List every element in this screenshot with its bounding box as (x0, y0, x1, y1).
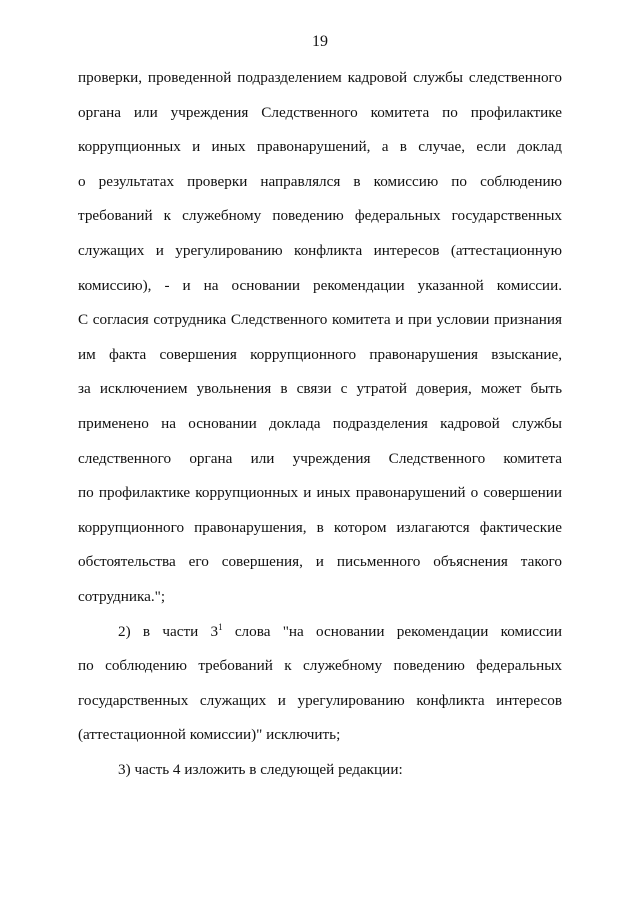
paragraph-line: применено на основании доклада подразделения кадровой службы (78, 414, 562, 432)
item-3-line: 3) часть 4 изложить в следующей редакции: (118, 760, 403, 778)
item-2-text-end: слова "на основании рекомендации комиссии (222, 622, 562, 640)
paragraph-line: о результатах проверки направлялся в комиссию по соблюдению (78, 172, 562, 190)
paragraph-line: сотрудника."; (78, 587, 166, 605)
superscript-mark: 1 (218, 622, 223, 632)
paragraph-line: С согласия сотрудника Следственного комитета и при условии признания (78, 311, 562, 329)
paragraph-line: комиссию), - и на основании рекомендации указанной комиссии. (78, 276, 562, 294)
paragraph-line: проверки, проведенной подразделением кадровой службы следственного (78, 69, 562, 86)
paragraph-line: (аттестационной комиссии)" исключить; (78, 726, 341, 744)
paragraph-line: по соблюдению требований к служебному поведению федеральных (78, 657, 562, 675)
paragraph-line: коррупционного правонарушения, в котором излагаются фактические (78, 518, 562, 536)
paragraph-line: им факта совершения коррупционного правонарушения взыскание, (78, 345, 562, 363)
paragraph-line: органа или учреждения Следственного комитета по профилактике (78, 103, 562, 121)
paragraph-line: за исключением увольнения в связи с утратой доверия, может быть (78, 380, 562, 398)
paragraph-line: по профилактике коррупционных и иных правонарушений о совершении (78, 484, 562, 502)
paragraph-line: служащих и урегулированию конфликта интересов (аттестационную (78, 241, 562, 259)
document-body (78, 69, 562, 795)
page-number: 19 (312, 33, 328, 50)
paragraph-line: государственных служащих и урегулированию конфликта интересов (78, 691, 562, 709)
paragraph-line: требований к служебному поведению федеральных государственных (78, 207, 562, 225)
paragraph-line: следственного органа или учреждения Следственного комитета (78, 449, 562, 467)
item-2-first-line (78, 623, 562, 658)
paragraph-line: обстоятельства его совершения, и письменного объяснения такого (78, 553, 562, 571)
paragraph-line: коррупционных и иных правонарушений, а в случае, если доклад (78, 138, 562, 156)
item-2-text-start: 2) в части 3 (118, 622, 219, 640)
